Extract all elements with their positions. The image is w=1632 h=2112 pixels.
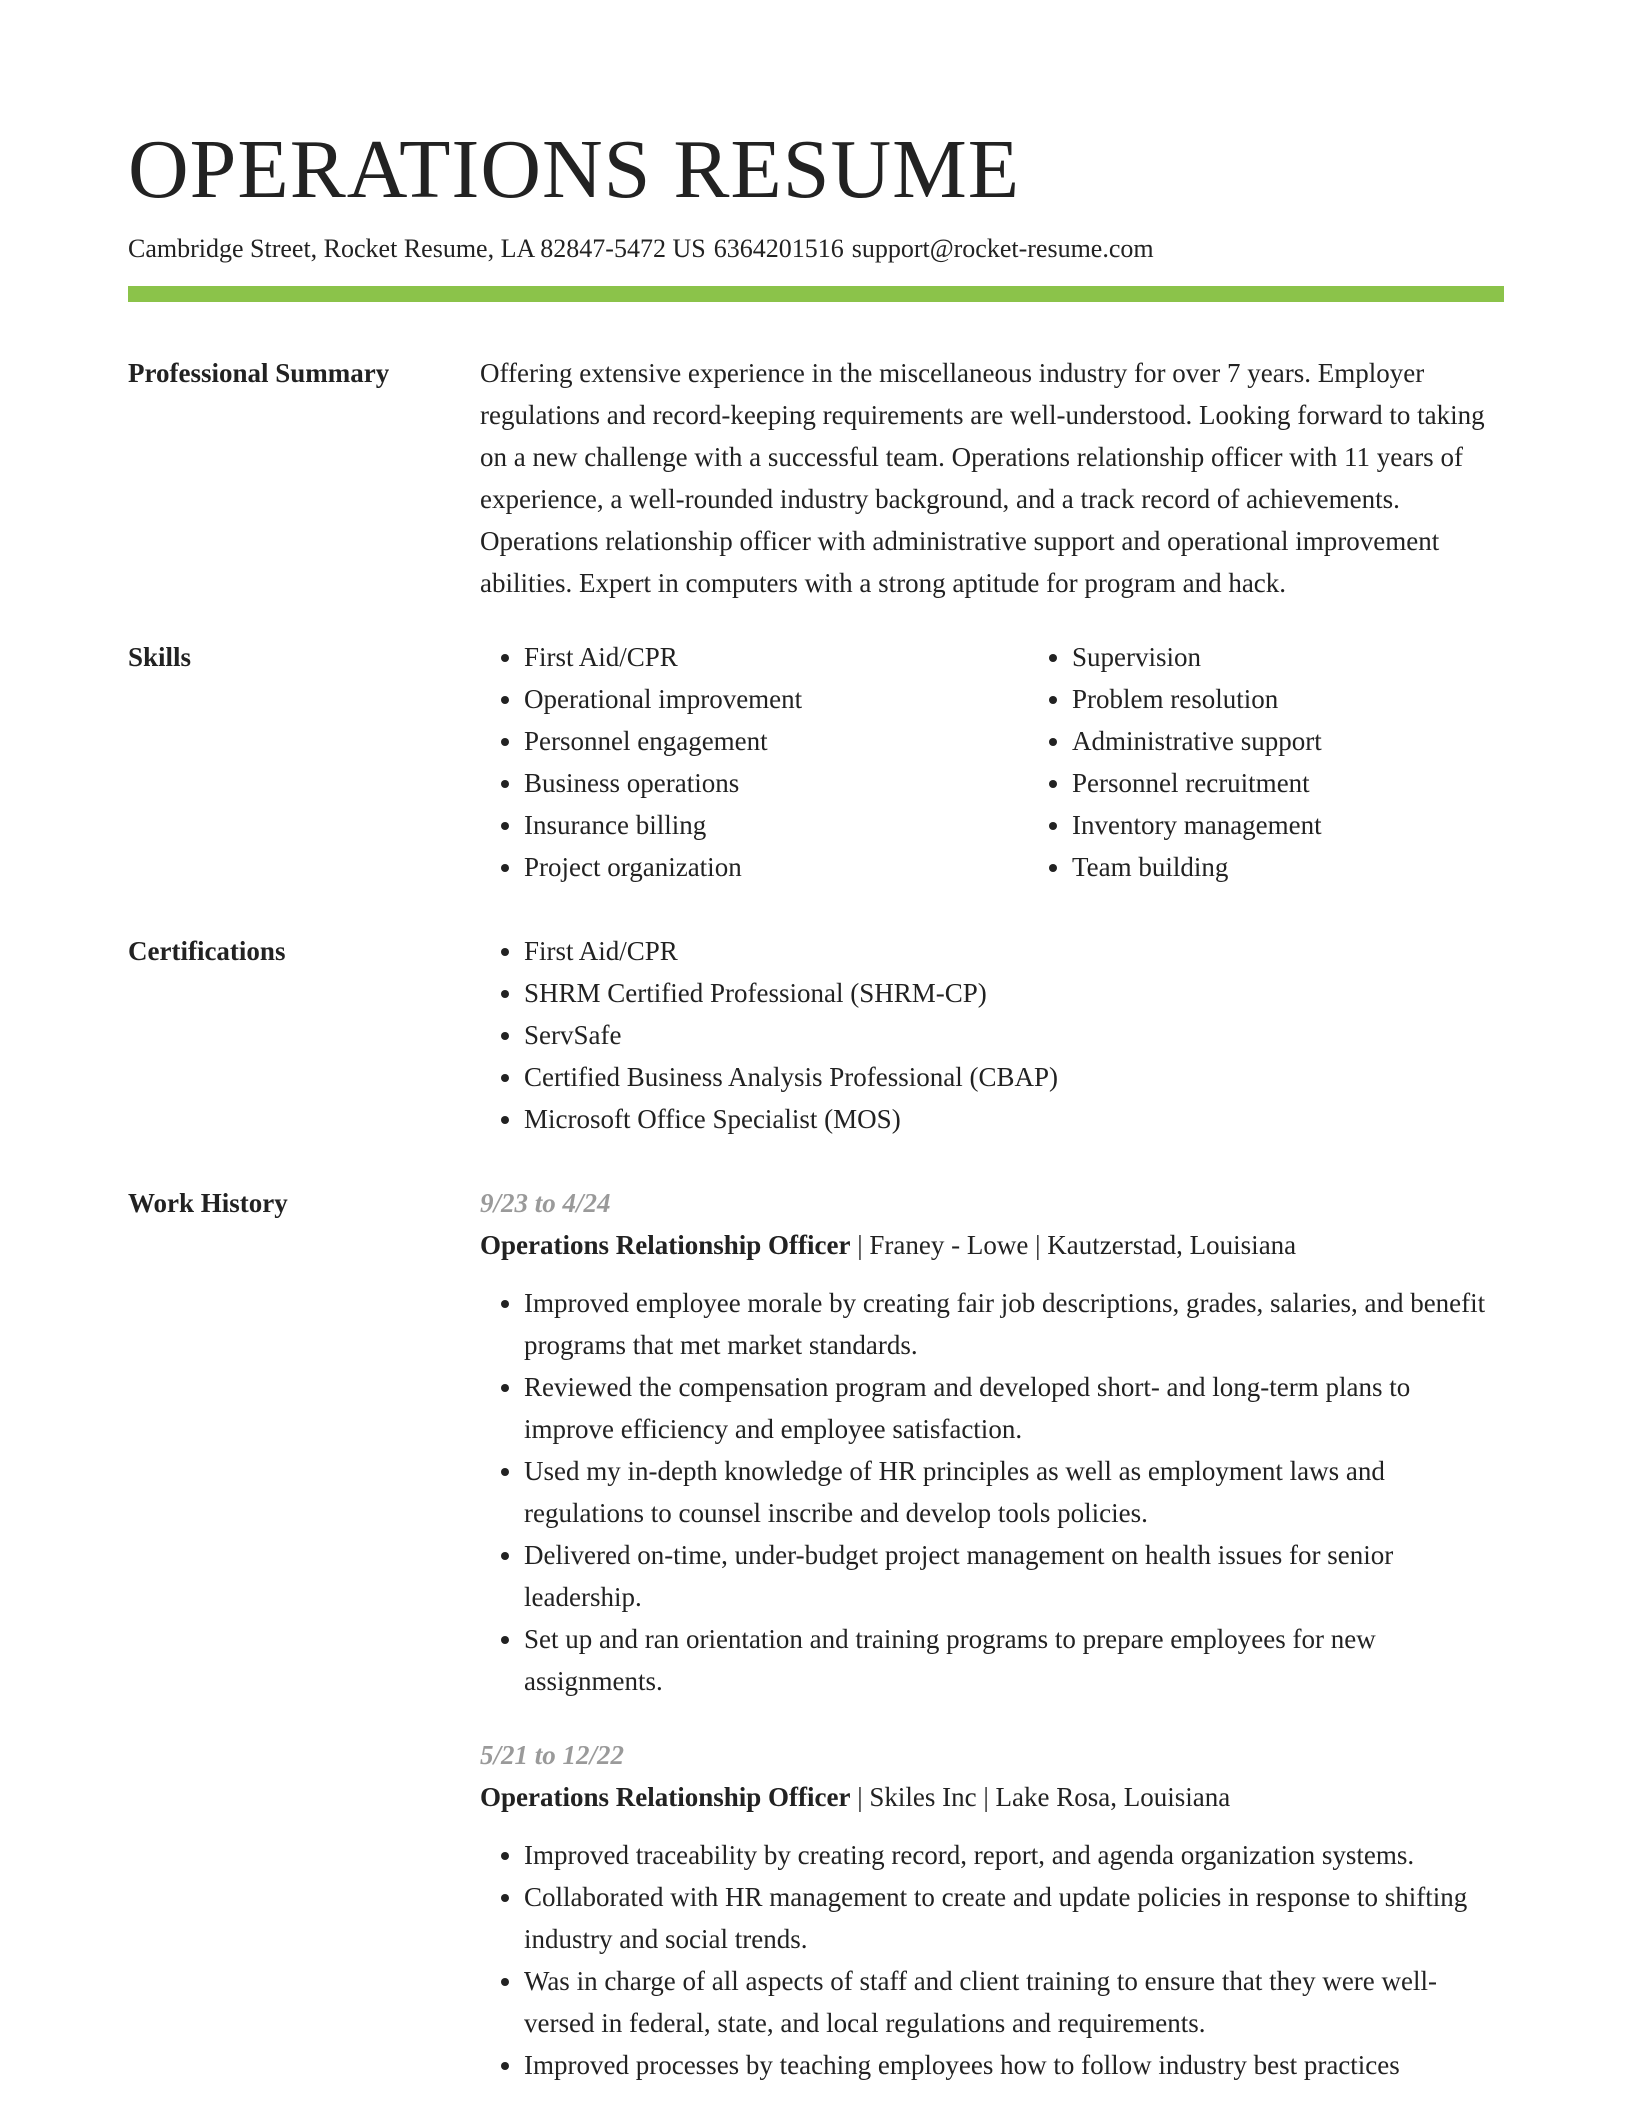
job-bullet: • Improved processes by teaching employees how to follow industry best practices — [524, 2044, 1504, 2086]
job-role: Operations Relationship Officer — [480, 1230, 851, 1260]
job-company: Skiles Inc — [869, 1782, 977, 1812]
skills-list-left — [480, 636, 1028, 888]
job-bullets — [480, 1834, 1504, 2086]
summary-text: Offering extensive experience in the miscellaneous industry for over 7 years. Employer regulations and record-keeping requirements are well-understood. Looking forward to taking on a new challenge with a successful team. Operations relationship officer with 11 years of experience, a well-rounded industry background, and a track record of achievements. Operations relationship officer with administrative support and operational improvement abilities. Expert in computers with a strong aptitude for program and hack. — [480, 358, 1485, 598]
job-bullet: • Was in charge of all aspects of staff and client training to ensure that they were well-versed in federal, state, and local regulations and requirements. — [524, 1960, 1504, 2044]
summary-section — [128, 352, 1504, 604]
skills-section — [128, 636, 1504, 888]
certifications-heading: Certifications — [128, 936, 286, 966]
work-history-heading: Work History — [128, 1188, 288, 1218]
certifications-list — [480, 930, 1504, 1140]
skill-item: • Project organization — [524, 846, 1028, 888]
job-bullet: • Set up and ran orientation and training programs to prepare employees for new assignments. — [524, 1618, 1504, 1702]
job-dates: 5/21 to 12/22 — [480, 1740, 625, 1770]
skill-item: • Insurance billing — [524, 804, 1028, 846]
skill-item: • Problem resolution — [1072, 678, 1576, 720]
certifications-body — [480, 930, 1504, 1140]
job-title-line: Operations Relationship Officer | Skiles Inc | Lake Rosa, Louisiana — [480, 1782, 1231, 1812]
job-bullet: • Collaborated with HR management to create and update policies in response to shifting industry and social trends. — [524, 1876, 1504, 1960]
contact-email: support@rocket-resume.com — [851, 234, 1154, 263]
job-role: Operations Relationship Officer — [480, 1782, 851, 1812]
header-divider — [128, 286, 1504, 302]
resume-page — [128, 120, 1504, 2086]
certifications-section — [128, 930, 1504, 1140]
job-bullets — [480, 1282, 1504, 1702]
job-location: Lake Rosa, Louisiana — [995, 1782, 1231, 1812]
job-bullet: • Delivered on-time, under-budget project management on health issues for senior leadership. — [524, 1534, 1504, 1618]
skill-item: • Personnel recruitment — [1072, 762, 1576, 804]
skill-item: • Personnel engagement — [524, 720, 1028, 762]
job-bullet: • Improved employee morale by creating fair job descriptions, grades, salaries, and benefit programs that met market standards. — [524, 1282, 1504, 1366]
certification-item: • ServSafe — [524, 1014, 1504, 1056]
skills-heading: Skills — [128, 642, 192, 672]
skills-list-right — [1028, 636, 1576, 888]
work-history-body — [480, 1182, 1504, 2086]
job-title-line: Operations Relationship Officer | Franey - Lowe | Kautzerstad, Louisiana — [480, 1230, 1297, 1260]
contact-address: Cambridge Street, Rocket Resume, LA 82847-5472 US — [128, 234, 706, 263]
job-entry — [480, 1182, 1504, 1702]
certification-item: • First Aid/CPR — [524, 930, 1504, 972]
job-entry — [480, 1734, 1504, 2086]
skill-item: • Supervision — [1072, 636, 1576, 678]
certification-item: • Certified Business Analysis Professional (CBAP) — [524, 1056, 1504, 1098]
skill-item: • First Aid/CPR — [524, 636, 1028, 678]
skills-columns — [480, 636, 1576, 888]
job-location: Kautzerstad, Louisiana — [1047, 1230, 1297, 1260]
job-company: Franey - Lowe — [869, 1230, 1029, 1260]
skill-item: • Administrative support — [1072, 720, 1576, 762]
job-bullet: • Reviewed the compensation program and developed short- and long-term plans to improve efficiency and employee satisfaction. — [524, 1366, 1504, 1450]
contact-line — [128, 232, 1504, 266]
work-history-section — [128, 1182, 1504, 2086]
skill-item: • Business operations — [524, 762, 1028, 804]
skill-item: • Operational improvement — [524, 678, 1028, 720]
summary-heading: Professional Summary — [128, 358, 390, 388]
contact-phone: 6364201516 — [713, 234, 844, 263]
job-dates: 9/23 to 4/24 — [480, 1188, 611, 1218]
certification-item: • Microsoft Office Specialist (MOS) — [524, 1098, 1504, 1140]
job-bullet: • Used my in-depth knowledge of HR principles as well as employment laws and regulations to counsel inscribe and develop tools policies. — [524, 1450, 1504, 1534]
job-bullet: • Improved traceability by creating record, report, and agenda organization systems. — [524, 1834, 1504, 1876]
resume-title: OPERATIONS RESUME — [128, 123, 1021, 216]
skill-item: • Team building — [1072, 846, 1576, 888]
skill-item: • Inventory management — [1072, 804, 1576, 846]
certification-item: • SHRM Certified Professional (SHRM-CP) — [524, 972, 1504, 1014]
